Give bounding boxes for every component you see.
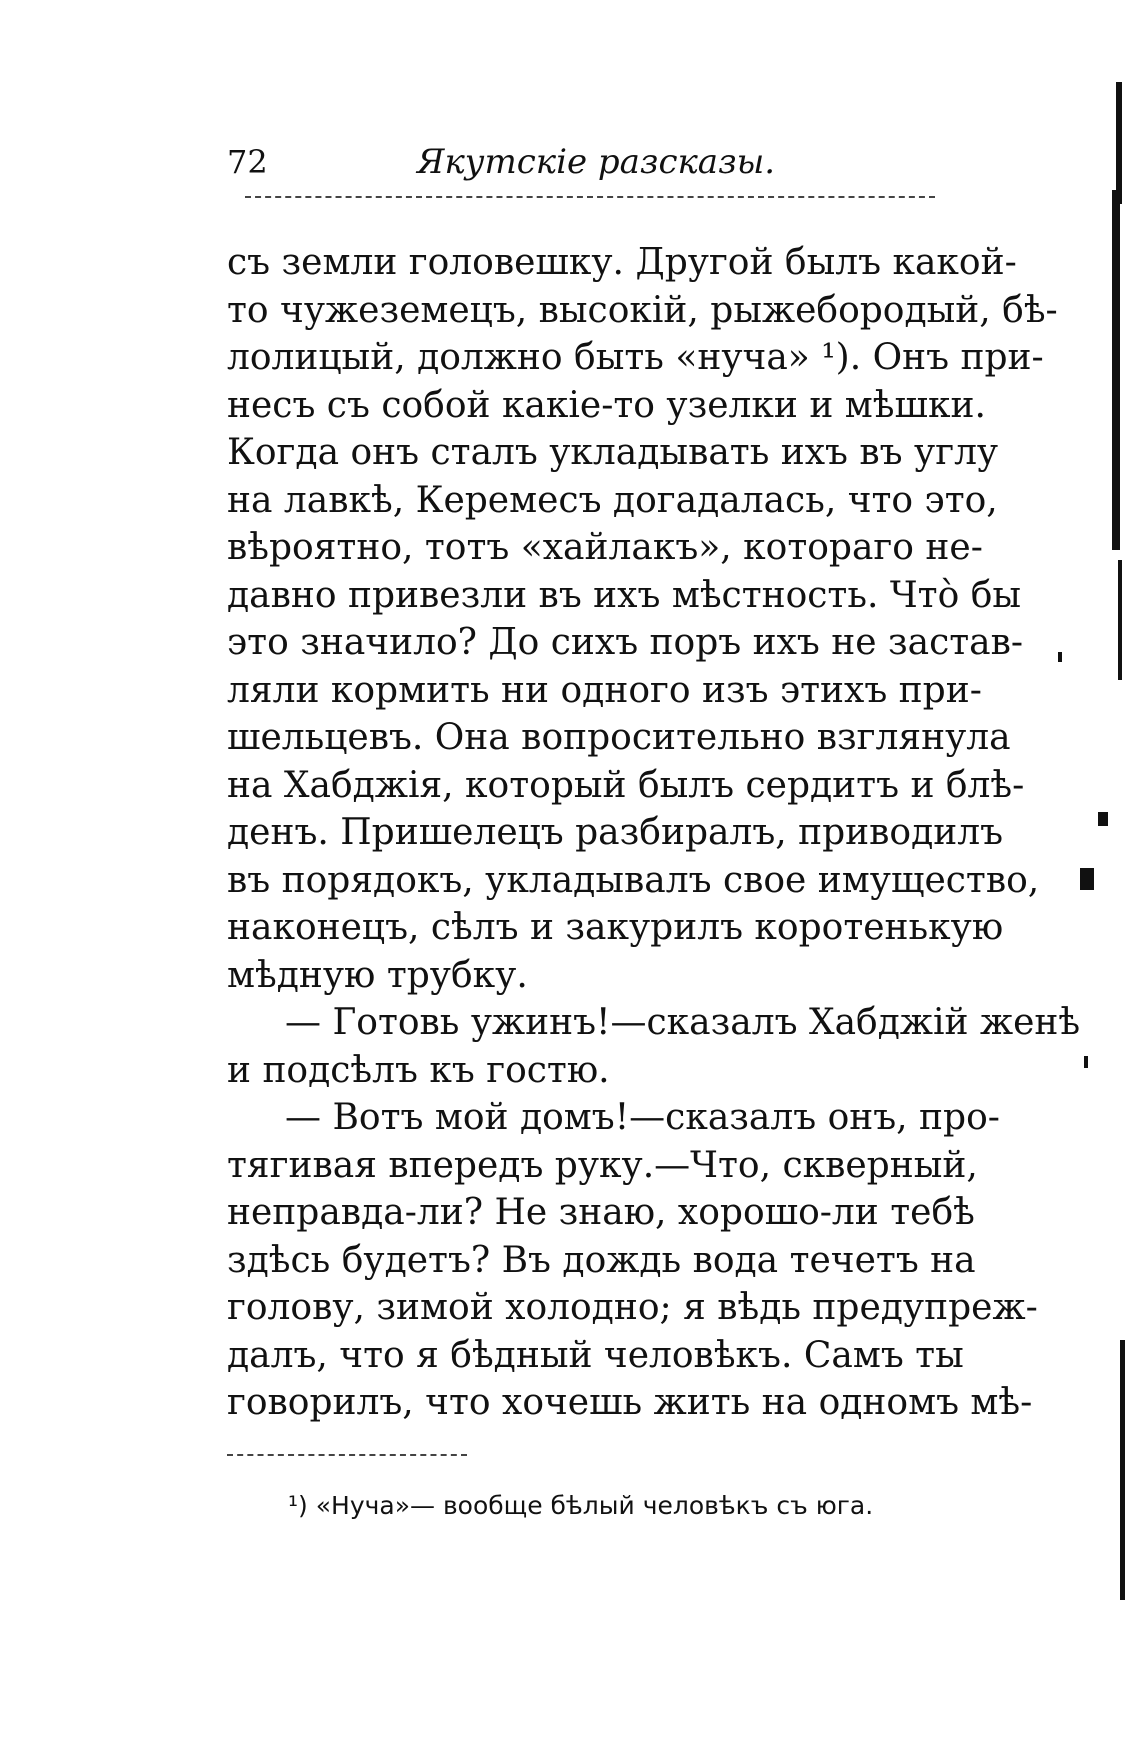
header-divider	[245, 196, 935, 198]
text-line: и подсѣлъ къ гостю.	[227, 1049, 610, 1091]
text-line: мѣдную трубку.	[227, 954, 528, 996]
text-line: — Готовь ужинъ!—сказалъ Хабджій женѣ	[285, 1002, 1081, 1043]
text-line: то чужеземецъ, высокій, рыжебородый, бѣ-	[227, 289, 1058, 331]
text-line: ляли кормить ни одного изъ этихъ при-	[227, 669, 982, 711]
text-line: съ земли головешку. Другой былъ какой-	[227, 242, 1017, 283]
text-line: денъ. Пришелецъ разбиралъ, приводилъ	[227, 812, 1004, 853]
page-header	[227, 138, 935, 188]
scan-speck	[1080, 868, 1094, 890]
text-line: — Вотъ мой домъ!—сказалъ онъ, про-	[285, 1097, 1000, 1138]
running-title: Якутскіе разсказы.	[417, 142, 776, 182]
body-text	[227, 239, 1081, 1427]
text-line: вѣроятно, тотъ «хайлакъ», котораго не-	[227, 527, 983, 568]
scan-edge-mark	[1120, 1340, 1125, 1600]
text-line: наконецъ, сѣлъ и закурилъ коротенькую	[227, 907, 1004, 948]
text-line: тягивая впередъ руку.—Что, скверный,	[227, 1144, 978, 1186]
text-line: на Хабджія, который былъ сердитъ и блѣ-	[227, 764, 1025, 806]
text-line: здѣсь будетъ? Въ дождь вода течетъ на	[227, 1239, 976, 1281]
footnote: ¹) «Нуча»— вообще бѣлый человѣкъ съ юга.	[288, 1491, 874, 1520]
text-line: лолицый, должно быть «нуча» ¹). Онъ при-	[227, 337, 1044, 378]
scan-edge-mark	[1112, 190, 1120, 550]
text-line: давно привезли въ ихъ мѣстность. Чтò бы	[227, 574, 1022, 616]
text-line: говорилъ, что хочешь жить на одномъ мѣ-	[227, 1382, 1033, 1423]
footnote-divider	[227, 1454, 467, 1456]
text-line: шельцевъ. Она вопросительно взглянула	[227, 717, 1011, 758]
scan-speck	[1098, 812, 1108, 826]
page-number: 72	[227, 143, 268, 181]
text-line: далъ, что я бѣдный человѣкъ. Самъ ты	[227, 1334, 964, 1376]
text-line: голову, зимой холодно; я вѣдь предупреж-	[227, 1287, 1038, 1328]
scan-speck	[1058, 652, 1062, 662]
scan-edge-mark	[1118, 560, 1122, 680]
scan-edge-mark	[1116, 82, 1122, 204]
text-line: неправда-ли? Не знаю, хорошо-ли тебѣ	[227, 1192, 975, 1233]
text-line: Когда онъ сталъ укладывать ихъ въ углу	[227, 432, 999, 473]
text-line: несъ съ собой какіе-то узелки и мѣшки.	[227, 384, 986, 426]
text-line: на лавкѣ, Керемесъ догадалась, что это,	[227, 479, 998, 521]
scan-speck	[1084, 1056, 1088, 1068]
text-line: это значило? До сихъ поръ ихъ не застав-	[227, 622, 1024, 663]
text-line: въ порядокъ, укладывалъ свое имущество,	[227, 859, 1040, 901]
